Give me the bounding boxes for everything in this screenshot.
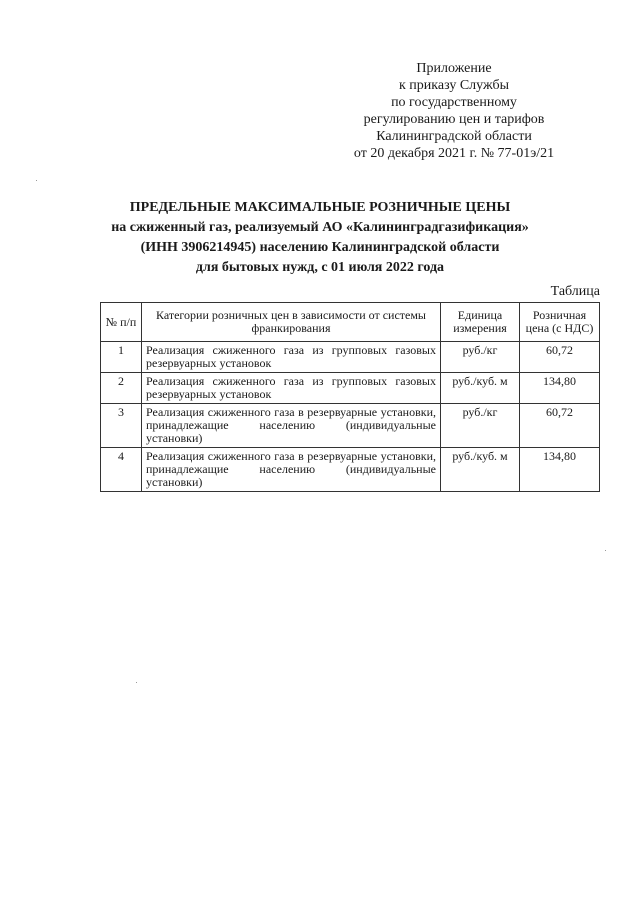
row-num: 4 bbox=[101, 448, 142, 492]
appendix-block bbox=[324, 60, 584, 162]
row-unit: руб./куб. м bbox=[441, 448, 520, 492]
scan-speck bbox=[36, 180, 37, 181]
row-category: Реализация сжиженного газа в резервуарные установки, принадлежащие населению (индивидуальные установки) bbox=[142, 404, 441, 448]
table-label: Таблица bbox=[550, 284, 600, 299]
document-title bbox=[100, 198, 540, 278]
appendix-line: к приказу Службы bbox=[399, 78, 509, 93]
appendix-line: Калининградской области bbox=[376, 129, 532, 144]
row-num: 3 bbox=[101, 404, 142, 448]
row-unit: руб./кг bbox=[441, 404, 520, 448]
title-line: на сжиженный газ, реализуемый АО «Калининградгазификация» bbox=[111, 220, 529, 235]
header-price: Розничная цена (с НДС) bbox=[520, 303, 600, 342]
title-line: для бытовых нужд, с 01 июля 2022 года bbox=[195, 260, 445, 275]
row-price: 60,72 bbox=[520, 342, 600, 373]
table-row bbox=[101, 342, 600, 373]
row-unit: руб./кг bbox=[441, 342, 520, 373]
table-row bbox=[101, 448, 600, 492]
price-table bbox=[100, 302, 600, 492]
scan-speck bbox=[136, 682, 137, 683]
header-unit: Единица измерения bbox=[441, 303, 520, 342]
row-num: 1 bbox=[101, 342, 142, 373]
table-row bbox=[101, 373, 600, 404]
row-category: Реализация сжиженного газа из групповых газовых резервуарных установок bbox=[142, 342, 441, 373]
row-unit: руб./куб. м bbox=[441, 373, 520, 404]
table-header-row bbox=[101, 303, 600, 342]
header-category: Категории розничных цен в зависимости от системы франкирования bbox=[142, 303, 441, 342]
appendix-line: Приложение bbox=[416, 61, 492, 76]
row-price: 60,72 bbox=[520, 404, 600, 448]
scan-speck bbox=[605, 550, 606, 551]
header-num: № п/п bbox=[101, 303, 142, 342]
appendix-line: по государственному bbox=[391, 95, 517, 110]
appendix-line: регулированию цен и тарифов bbox=[363, 112, 545, 127]
table-row bbox=[101, 404, 600, 448]
row-category: Реализация сжиженного газа в резервуарные установки, принадлежащие населению (индивидуальные установки) bbox=[142, 448, 441, 492]
row-price: 134,80 bbox=[520, 448, 600, 492]
title-line: ПРЕДЕЛЬНЫЕ МАКСИМАЛЬНЫЕ РОЗНИЧНЫЕ ЦЕНЫ bbox=[129, 200, 511, 215]
row-num: 2 bbox=[101, 373, 142, 404]
title-line: (ИНН 3906214945) населению Калининградской области bbox=[140, 240, 500, 255]
row-category: Реализация сжиженного газа из групповых газовых резервуарных установок bbox=[142, 373, 441, 404]
row-price: 134,80 bbox=[520, 373, 600, 404]
appendix-line: от 20 декабря 2021 г. № 77-01э/21 bbox=[353, 146, 555, 161]
